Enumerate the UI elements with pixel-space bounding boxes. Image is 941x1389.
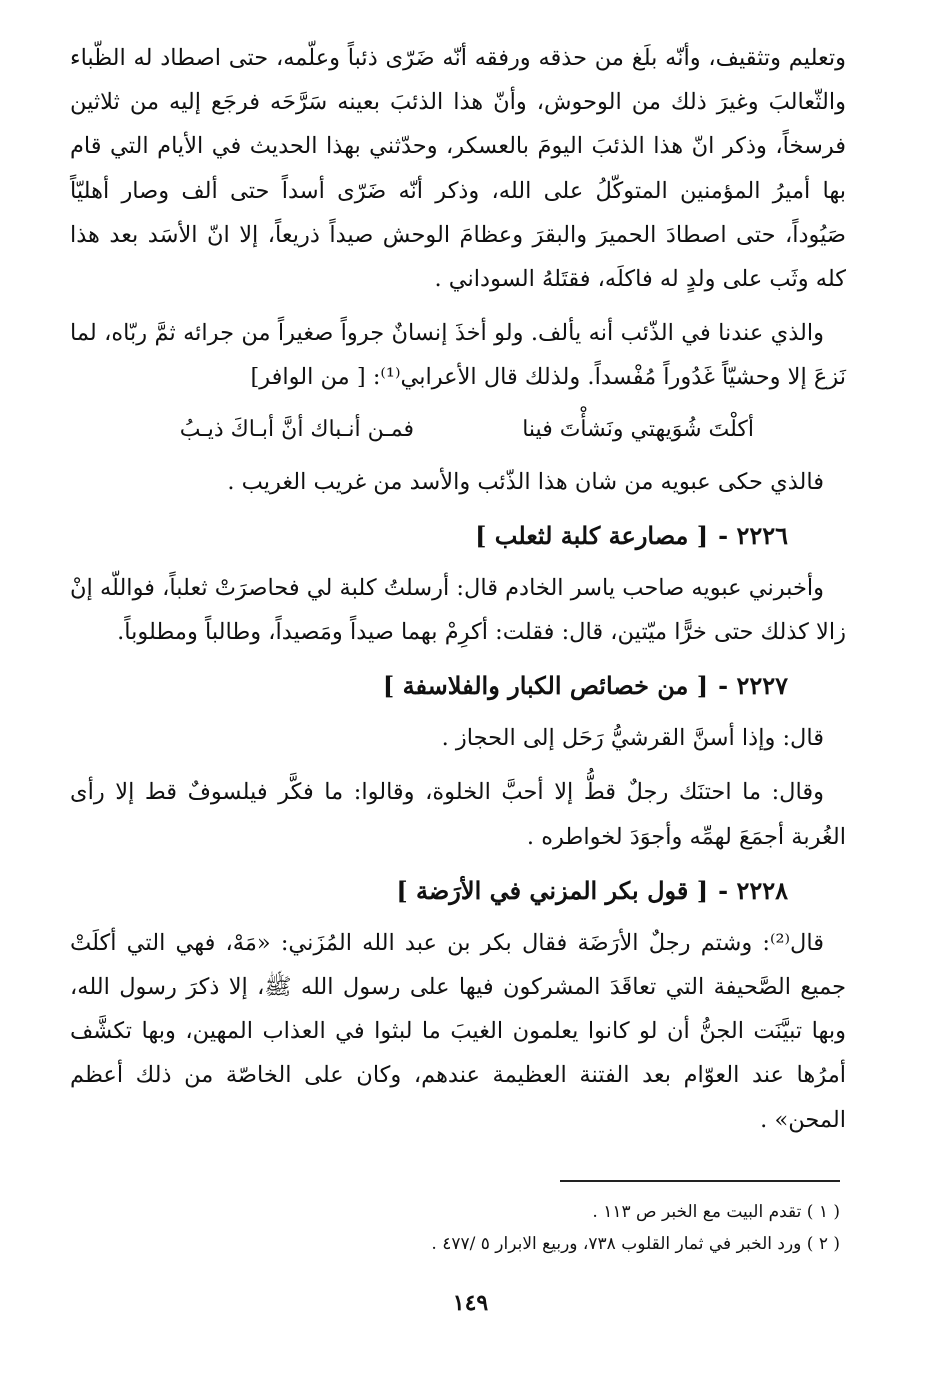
section-heading-2228	[70, 869, 846, 913]
section-2227-paragraph-2: وقال: ما احتنَك رجلٌ قطُّ إلا أحبَّ الخلوة، وقالوا: ما فكَّر فيلسوفٌ قط إلا رأى الغُربة أجمَعَ لهمِّه وأجوَدَ لخواطره .	[70, 779, 846, 850]
section-heading-2227	[70, 664, 846, 708]
poetry-verse	[70, 410, 846, 450]
page-body	[70, 36, 846, 1152]
footnote-divider	[560, 1180, 840, 1182]
section-2226-paragraph: وأخبرني عبويه صاحب ياسر الخادم قال: أرسلتُ كلبة لي فحاصرَتْ ثعلباً، فواللّه إنْ زالا كذلك حتى خرًّا ميّتين، قال: فقلت: أكرِمْ بهما صيداً ومَصيداً، وطالباً ومطلوباً.	[70, 574, 846, 646]
footnote-1: ( ١ ) تقدم البيت مع الخبر ص ١١٣ .	[592, 1202, 840, 1222]
verse-hemistich-2: فمـن أنـباك أنَّ أبـاكَ ذيـبُ	[179, 416, 414, 442]
section-number: ٢٢٢٧ -	[718, 671, 788, 701]
section-heading-2226	[70, 514, 846, 558]
section-number: ٢٢٢٨ -	[718, 875, 788, 905]
paragraph-1: وتعليم وتثقيف، وأنّه بلَغ من حذقه ورفقه أنّه ضَرّى ذئباً وعلّمه، حتى اصطاد له الظّباء والثّعالبَ وغيرَ ذلك من الوحوش، وأنّ هذا الذئبَ بعينه سَرَّحَه فرجَع إليه من ثلاثين فرسخاً، وذكر انّ هذا الذئبَ اليومَ بالعسكر، وحدّثني بهذا الحديث في الأيام التي قام بها أميرُ المؤمنين المتوكّلُ على الله، وذكر أنّه ضَرّى أسداً حتى ألف وصار أهليّاً صَيُوداً، حتى اصطادَ الحميرَ والبقرَ وعظامَ الوحش صيداً ذريعاً، إلا انّ الأسَد بعد هذا كله وثَب على ولدٍ له فاكلَه، فقتَلهُ السوداني .	[70, 45, 846, 293]
section-title: [ من خصائص الكبار والفلاسفة ]	[382, 671, 709, 701]
paragraph-3: فالذي حكى عبويه من شان هذا الذّئب والأسد من غريب الغريب .	[227, 468, 824, 495]
section-title: [ قول بكر المزني في الأرَضة ]	[396, 875, 709, 905]
footnote-2: ( ٢ ) ورد الخبر في ثمار القلوب ٧٣٨، وربيع الابرار ٥ /٤٧٧ .	[431, 1234, 840, 1254]
footnotes	[70, 1196, 840, 1260]
section-2228-paragraph: قال⁽²⁾: وشتم رجلٌ الأرَضَة فقال بكر بن عبد الله المُزَني: «مَهْ، فهي التي أكلَتْ جميع الصَّحيفة التي تعاقَدَ المشركون فيها على رسول الله ﷺ، إلا ذكرَ رسول الله، وبها تبيَّنَت الجنُّ أن لو كانوا يعلمون الغيبَ ما لبثوا في العذاب المهين، وبها تكشَّف أمرُها عند العوّام بعد الفتنة العظيمة عندهم، وكان على الخاصّة من ذلك أعظم المحن» .	[70, 929, 846, 1133]
paragraph-2: والذي عندنا في الذّئب أنه يألف. ولو أخذَ إنسانٌ جرواً صغيراً من جرائه ثمَّ ربّاه، لما نَزعَ إلا وحشيّاً غَدُوراً مُفْسداً. ولذلك قال الأعرابي⁽¹⁾: [ من الوافر]	[70, 320, 846, 391]
section-2227-paragraph-1: قال: وإذا أسنَّ القرشيُّ رَحَل إلى الحجاز .	[441, 725, 824, 752]
verse-hemistich-1: أكلْتَ شُوَيهتي ونَشأْتَ فينا	[522, 416, 754, 442]
section-title: [ مصارعة كلبة لثعلب ]	[475, 520, 709, 550]
page-number: ١٤٩	[452, 1290, 489, 1316]
section-number: ٢٢٢٦ -	[718, 520, 788, 550]
